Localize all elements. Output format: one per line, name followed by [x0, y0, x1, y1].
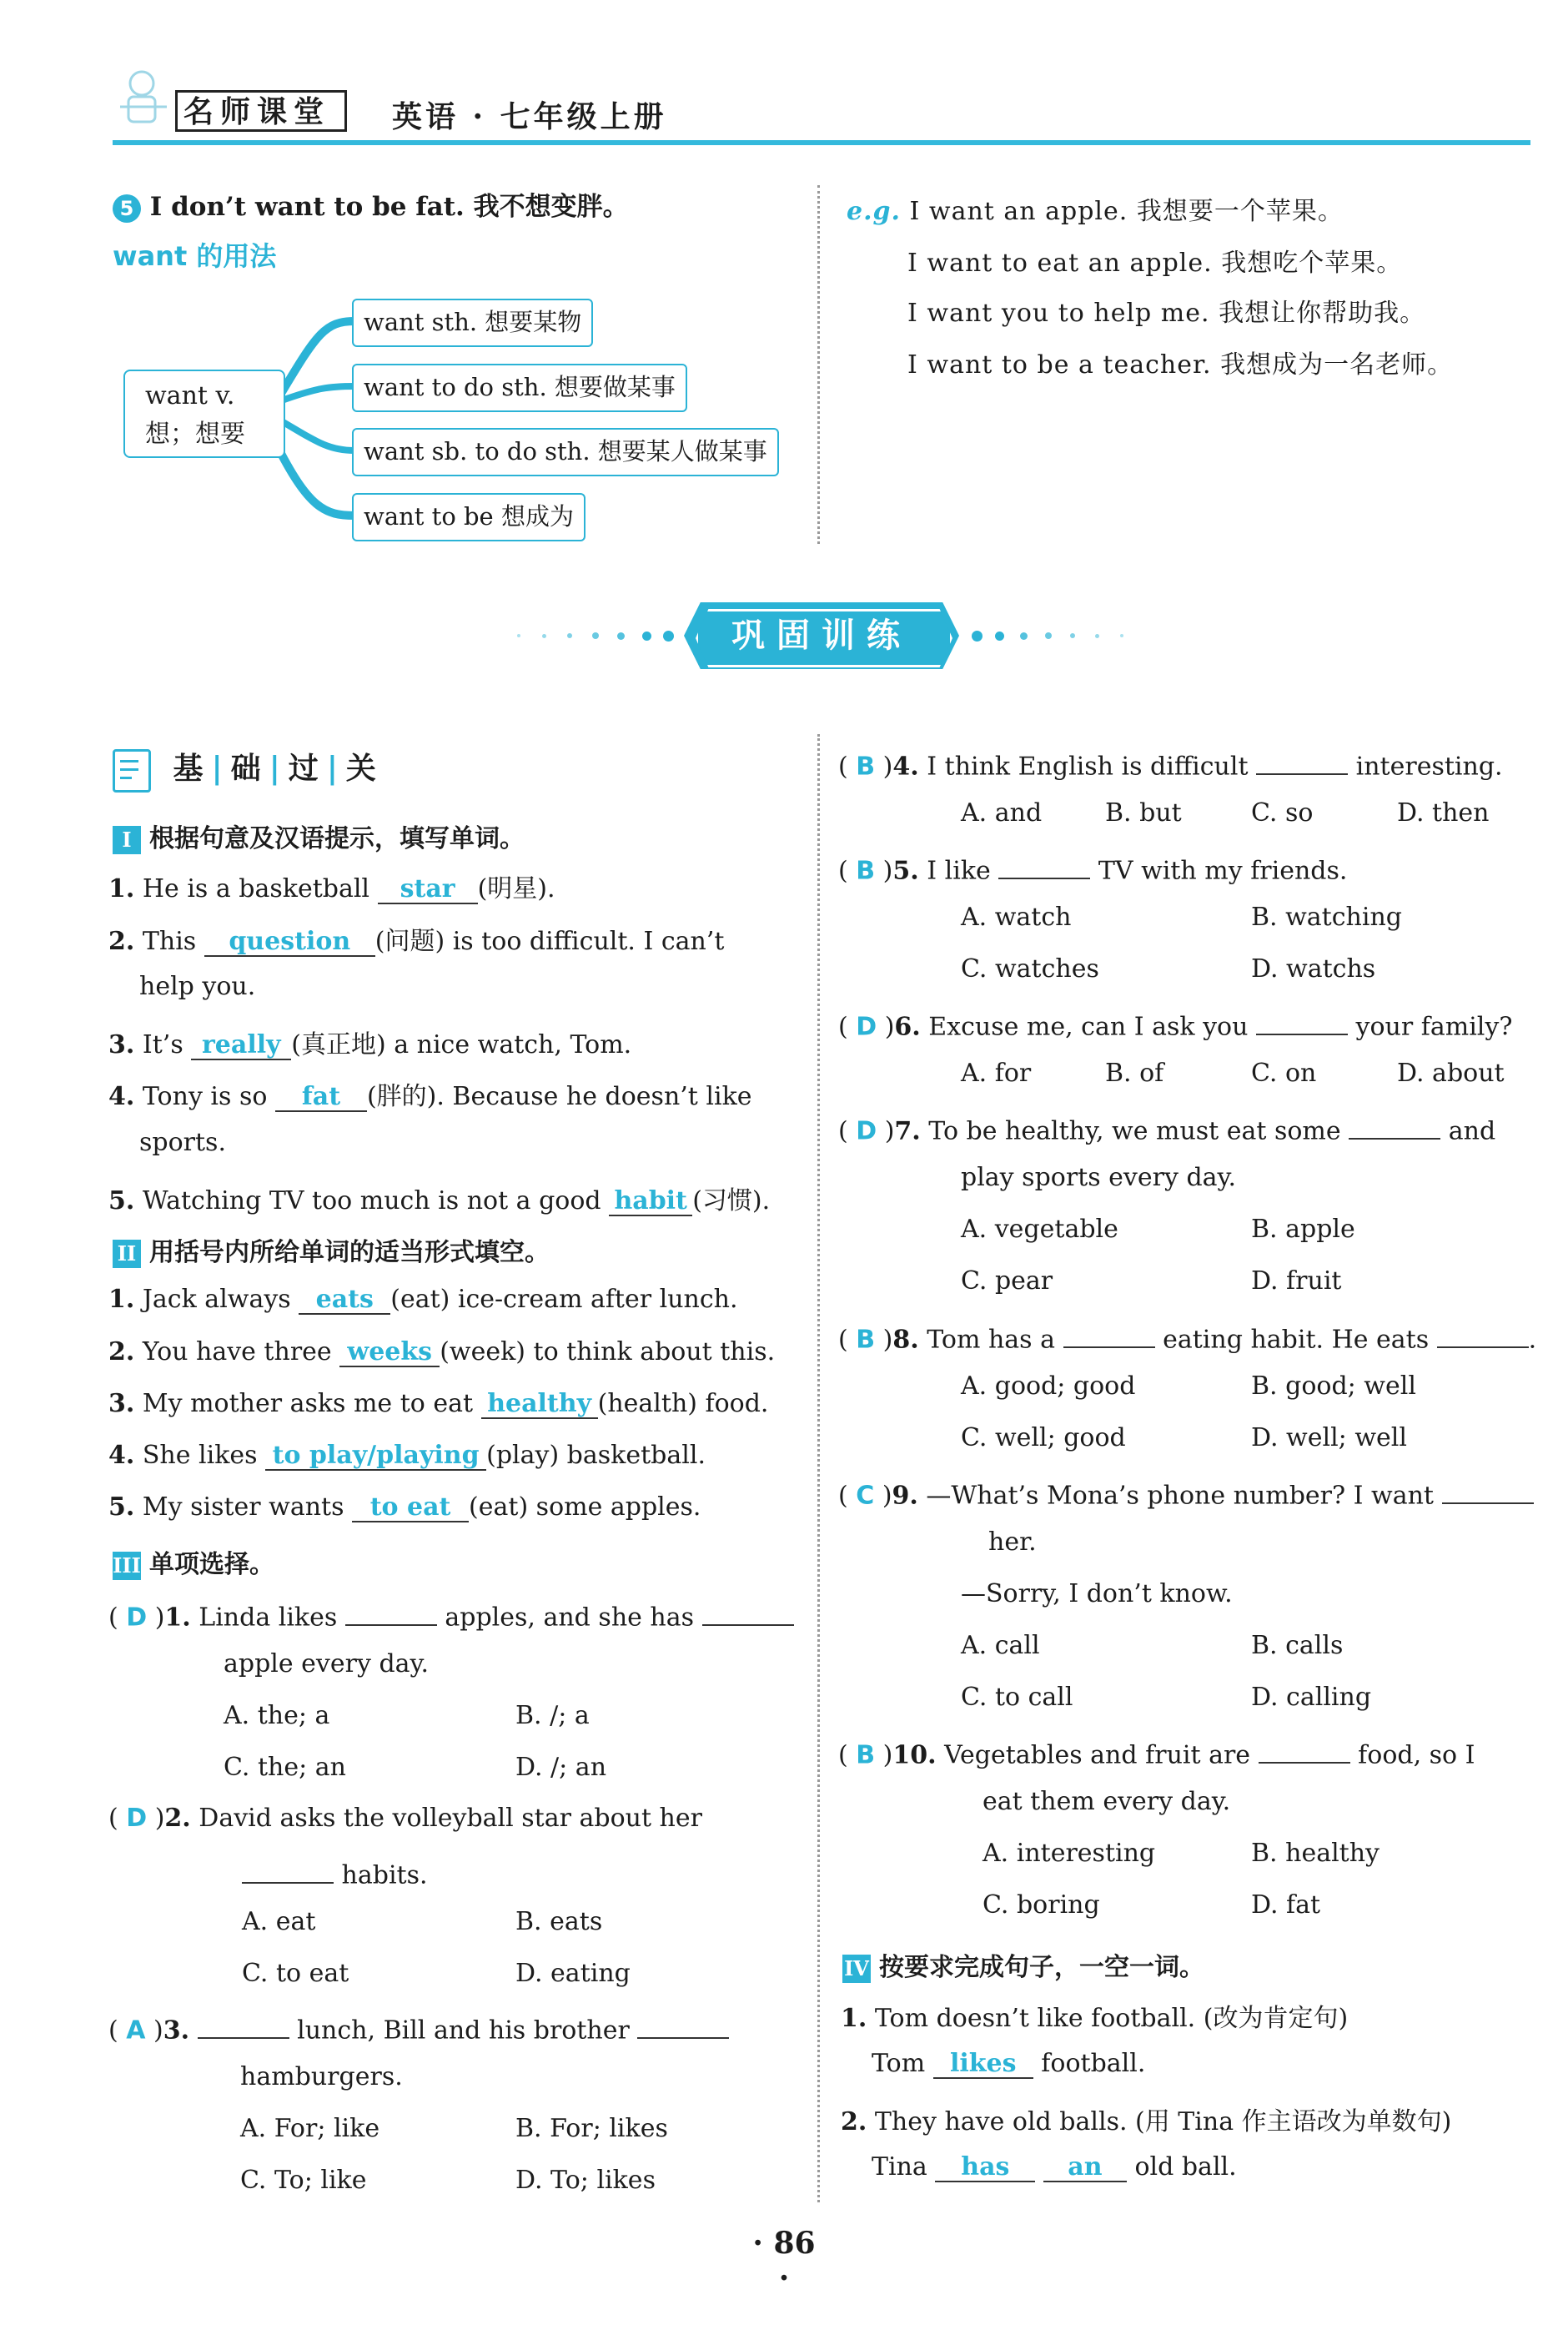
branch-want-sth: want sth. 想要某物 [352, 299, 593, 347]
mc-q2-option-b: B. eats [515, 1907, 603, 1936]
mc-q1-option-b: B. /; a [515, 1701, 590, 1730]
grammar-sentence: 5 I don’t want to be fat. 我不想变胖。 [113, 185, 629, 223]
branch-want-to-be: want to be 想成为 [352, 493, 585, 541]
part2-item-5: 5. My sister wants to eat (eat) some apples. [108, 1492, 701, 1522]
page-number: · 86 · [752, 2226, 816, 2296]
section-title: 基 | 础 | 过 | 关 [113, 745, 378, 793]
mc-q9-option-c: C. to call [961, 1683, 1073, 1712]
example-line-2: I want to eat an apple. 我想吃个苹果。 [907, 249, 1403, 278]
mc-q4-option-c: C. so [1251, 798, 1314, 828]
mc-q3-option-c: C. To; like [240, 2166, 367, 2195]
mc-q3-option-a: A. For; like [240, 2114, 380, 2143]
part3-heading: III 单项选择。 [113, 1550, 274, 1579]
mc-q5-option-c: C. watches [961, 954, 1099, 984]
part4-question-1: 1. Tom doesn’t like football. (改为肯定句) [841, 2004, 1349, 2033]
mc-q9-option-a: A. call [961, 1631, 1040, 1660]
mc-q6-option-c: C. on [1251, 1059, 1317, 1088]
column-divider-bottom [817, 734, 820, 2202]
mc-q1-option-a: A. the; a [224, 1701, 330, 1730]
mc-q5-option-a: A. watch [961, 903, 1072, 932]
mc-q3-option-b: B. For; likes [515, 2114, 668, 2143]
part4-numeral: IV [842, 1955, 871, 1983]
part2-item-4: 4. She likes to play/playing (play) basketball. [108, 1441, 706, 1470]
branch-want-sb-to-do: want sb. to do sth. 想要某人做某事 [352, 428, 779, 476]
mc-q7-option-b: B. apple [1251, 1215, 1355, 1244]
mc-question-9-cont: her. [988, 1527, 1037, 1557]
mc-question-2: ( D )2. David asks the volleyball star about her [108, 1804, 702, 1833]
usage-title: want 的用法 [113, 240, 277, 272]
mc-question-5: ( B )5. I like TV with my friends. [838, 851, 1347, 886]
banner-dots-left [517, 631, 676, 641]
mc-q4-option-b: B. but [1105, 798, 1182, 828]
mc-question-4: ( B )4. I think English is difficult interesting. [838, 747, 1503, 782]
mc-q6-option-a: A. for [961, 1059, 1032, 1088]
part3-numeral: III [113, 1552, 141, 1580]
mc-question-10: ( B )10. Vegetables and fruit are food, so I [838, 1735, 1475, 1770]
part1-heading: I 根据句意及汉语提示，填写单词。 [113, 818, 525, 854]
part1-numeral: I [113, 826, 141, 854]
mc-q7-option-a: A. vegetable [961, 1215, 1118, 1244]
part2-numeral: II [113, 1240, 141, 1268]
mc-q2-option-c: C. to eat [242, 1959, 349, 1988]
mc-q4-option-d: D. then [1397, 798, 1490, 828]
mc-q5-option-b: B. watching [1251, 903, 1402, 932]
part1-item-4: 4. Tony is so fat (胖的). Because he doesn’t like [108, 1082, 752, 1111]
example-line-1: e.g. I want an apple. 我想要一个苹果。 [847, 197, 1344, 226]
example-line-3: I want you to help me. 我想让你帮助我。 [907, 299, 1426, 328]
mc-q2-option-d: D. eating [515, 1959, 631, 1988]
part4-heading: IV 按要求完成句子，一空一词。 [842, 1946, 1204, 1983]
part4-question-2: 2. They have old balls. (用 Tina 作主语改为单数句) [841, 2107, 1452, 2136]
note-number-badge: 5 [113, 194, 141, 223]
mc-q2-option-a: A. eat [242, 1907, 316, 1936]
part4-answer-2: Tina has an old ball. [872, 2152, 1237, 2182]
mc-q3-option-d: D. To; likes [515, 2166, 656, 2195]
branch-want-to-do: want to do sth. 想要做某事 [352, 364, 687, 412]
book-subject: 英语 · 七年级上册 [392, 99, 667, 134]
banner-dots-right [972, 631, 1155, 641]
banner-title: 巩固训练 [731, 616, 912, 655]
mc-question-3: ( A )3. lunch, Bill and his brother [108, 2010, 729, 2046]
mc-q7-option-d: D. fruit [1251, 1266, 1342, 1296]
mc-q1-option-d: D. /; an [515, 1753, 607, 1782]
mc-question-9: ( C )9. —What’s Mona’s phone number? I want [838, 1476, 1534, 1511]
notebook-icon [113, 749, 151, 793]
mc-q10-option-b: B. healthy [1251, 1839, 1380, 1868]
part1-item-1: 1. He is a basketball star (明星). [108, 874, 555, 903]
section-banner [684, 602, 959, 669]
mc-q5-option-d: D. watchs [1251, 954, 1376, 984]
mindmap-center: want v. 想；想要 [123, 370, 285, 458]
part1-item-2: 2. This question (问题) is too difficult. I can’t [108, 927, 725, 956]
part2-item-2: 2. You have three weeks (week) to think about this. [108, 1337, 776, 1366]
mc-q10-option-a: A. interesting [983, 1839, 1156, 1868]
mc-question-6: ( D )6. Excuse me, can I ask you your family? [838, 1007, 1512, 1042]
mc-q6-option-b: B. of [1105, 1059, 1164, 1088]
mc-question-10-cont: eat them every day. [983, 1787, 1231, 1816]
mc-q4-option-a: A. and [961, 798, 1043, 828]
part1-item-2-cont: help you. [139, 972, 256, 1001]
part1-item-4-cont: sports. [139, 1128, 226, 1157]
mc-question-1-cont: apple every day. [224, 1649, 430, 1678]
part2-item-3: 3. My mother asks me to eat healthy (health) food. [108, 1389, 769, 1418]
mc-question-8: ( B )8. Tom has a eating habit. He eats . [838, 1320, 1536, 1355]
mc-question-3-cont: hamburgers. [240, 2062, 403, 2091]
mc-question-1: ( D )1. Linda likes apples, and she has [108, 1598, 794, 1633]
part1-item-3: 3. It’s really (真正地) a nice watch, Tom. [108, 1030, 632, 1059]
mc-q7-option-c: C. pear [961, 1266, 1053, 1296]
part2-heading: II 用括号内所给单词的适当形式填空。 [113, 1231, 550, 1268]
example-line-4: I want to be a teacher. 我想成为一名老师。 [907, 350, 1454, 380]
part4-answer-1: Tom likes football. [872, 2049, 1146, 2078]
mc-q8-option-a: A. good; good [961, 1371, 1136, 1401]
mc-q8-option-c: C. well; good [961, 1423, 1126, 1452]
mc-q8-option-d: D. well; well [1251, 1423, 1407, 1452]
mc-q1-option-c: C. the; an [224, 1753, 346, 1782]
mc-question-2-cont: habits. [242, 1855, 428, 1890]
mc-q10-option-c: C. boring [983, 1890, 1100, 1920]
part1-item-5: 5. Watching TV too much is not a good habit (习惯). [108, 1186, 771, 1215]
mc-q8-option-b: B. good; well [1251, 1371, 1416, 1401]
column-divider-top [817, 185, 820, 544]
mc-question-9-reply: —Sorry, I don’t know. [961, 1579, 1233, 1608]
logo-text: 名师课堂 [183, 94, 331, 129]
mc-q10-option-d: D. fat [1251, 1890, 1321, 1920]
mc-q6-option-d: D. about [1397, 1059, 1505, 1088]
mc-q9-option-b: B. calls [1251, 1631, 1344, 1660]
mc-question-7: ( D )7. To be healthy, we must eat some and [838, 1111, 1495, 1146]
mc-q9-option-d: D. calling [1251, 1683, 1372, 1712]
mc-question-7-cont: play sports every day. [961, 1163, 1237, 1192]
part2-item-1: 1. Jack always eats (eat) ice-cream after lunch. [108, 1285, 738, 1314]
